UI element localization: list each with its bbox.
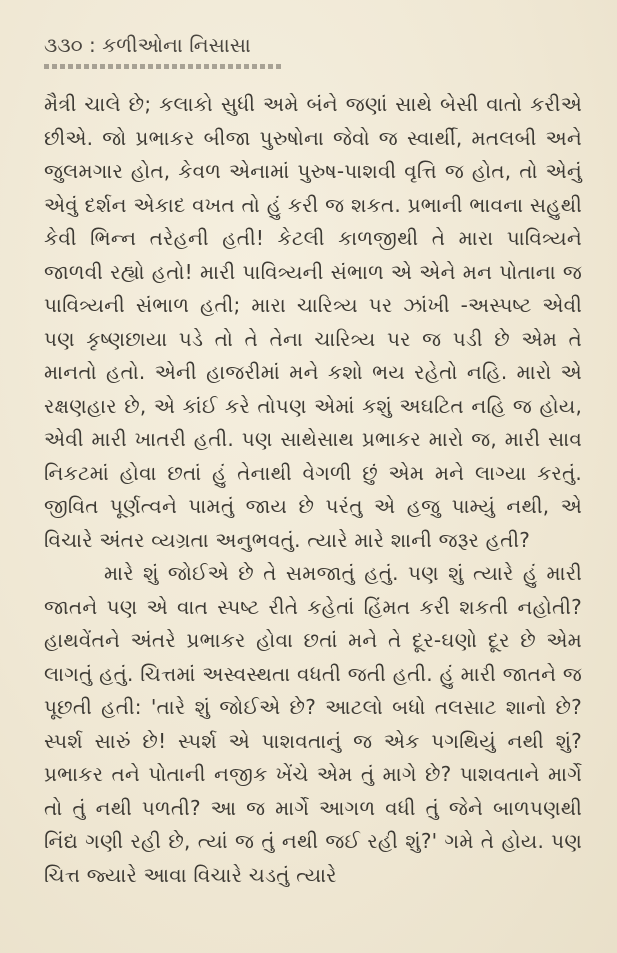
page-number: ૩૩૦ <box>44 33 83 57</box>
page-body-text <box>44 88 582 892</box>
chapter-title: કળીઓના નિસાસા <box>102 33 251 57</box>
running-header <box>44 28 284 62</box>
paragraph: મૈત્રી ચાલે છે; કલાકો સુધી અમે બંને જણાં સાથે બેસી વાતો કરીએ છીએ. જો પ્રભાકર બીજા પુરુષોના જેવો જ સ્વાર્થી, મતલબી અને જુલમગાર હોત, કેવળ એનામાં પુરુષ-પાશવી વૃત્તિ જ હોત, તો એનું એવું દર્શન એકાદ વખત તો હું કરી જ શકત. પ્રભાની ભાવના સહુથી કેવી ભિન્ન તરેહની હતી! કેટલી કાળજીથી તે મારા પાવિત્ર્યને જાળવી રહ્યો હતો! મારી પાવિત્ર્યની સંભાળ એ એને મન પોતાના જ પાવિત્ર્યની સંભાળ હતી; મારા ચારિત્ર્ય પર ઝાંખી -અસ્પષ્ટ એવી પણ કૃષ્ણછાયા પડે તો તે તેના ચારિત્ર્ય પર જ પડી છે એમ તે માનતો હતો. એની હાજરીમાં મને કશો ભય રહેતો નહિ. મારો એ રક્ષણહાર છે, એ કાંઈ કરે તોપણ એમાં કશું અઘટિત નહિ જ હોય, એવી મારી ખાતરી હતી. પણ સાથેસાથ પ્રભાકર મારો જ, મારી સાવ નિકટમાં હોવા છતાં હું તેનાથી વેગળી છું એમ મને લાગ્યા કરતું. જીવિત પૂર્ણત્વને પામતું જાય છે પરંતુ એ હજુ પામ્યું નથી, એ વિચારે અંતર વ્યગ્રતા અનુભવતું. ત્યારે મારે શાની જરૂર હતી? <box>44 92 582 552</box>
header-separator: : <box>89 33 96 57</box>
paragraph: મારે શું જોઈએ છે તે સમજાતું હતું. પણ શું ત્યારે હું મારી જાતને પણ એ વાત સ્પષ્ટ રીતે કહેતાં હિંમત કરી શકતી નહોતી? હાથવેંતને અંતરે પ્રભાકર હોવા છતાં મને તે દૂર-ઘણો દૂર છે એમ લાગતું હતું. ચિત્તમાં અસ્વસ્થતા વધતી જતી હતી. હું મારી જાતને જ પૂછતી હતી: 'તારે શું જોઈએ છે? આટલો બધો તલસાટ શાનો છે? સ્પર્શ સારું છે! સ્પર્શ એ પાશવતાનું જ એક પગથિયું નથી શું? પ્રભાકર તને પોતાની નજીક ખેંચે એમ તું માગે છે? પાશવતાને માર્ગે તો તું નથી પળતી? આ જ માર્ગે આગળ વધી તું જેને બાળપણથી નિંદ્ય ગણી રહી છે, ત્યાં જ તું નથી જઈ રહી શું?' ગમે તે હોય. પણ ચિત્ત જ્યારે આવા વિચારે ચડતું ત્યારે <box>44 561 582 887</box>
header-wavy-rule <box>44 64 284 69</box>
